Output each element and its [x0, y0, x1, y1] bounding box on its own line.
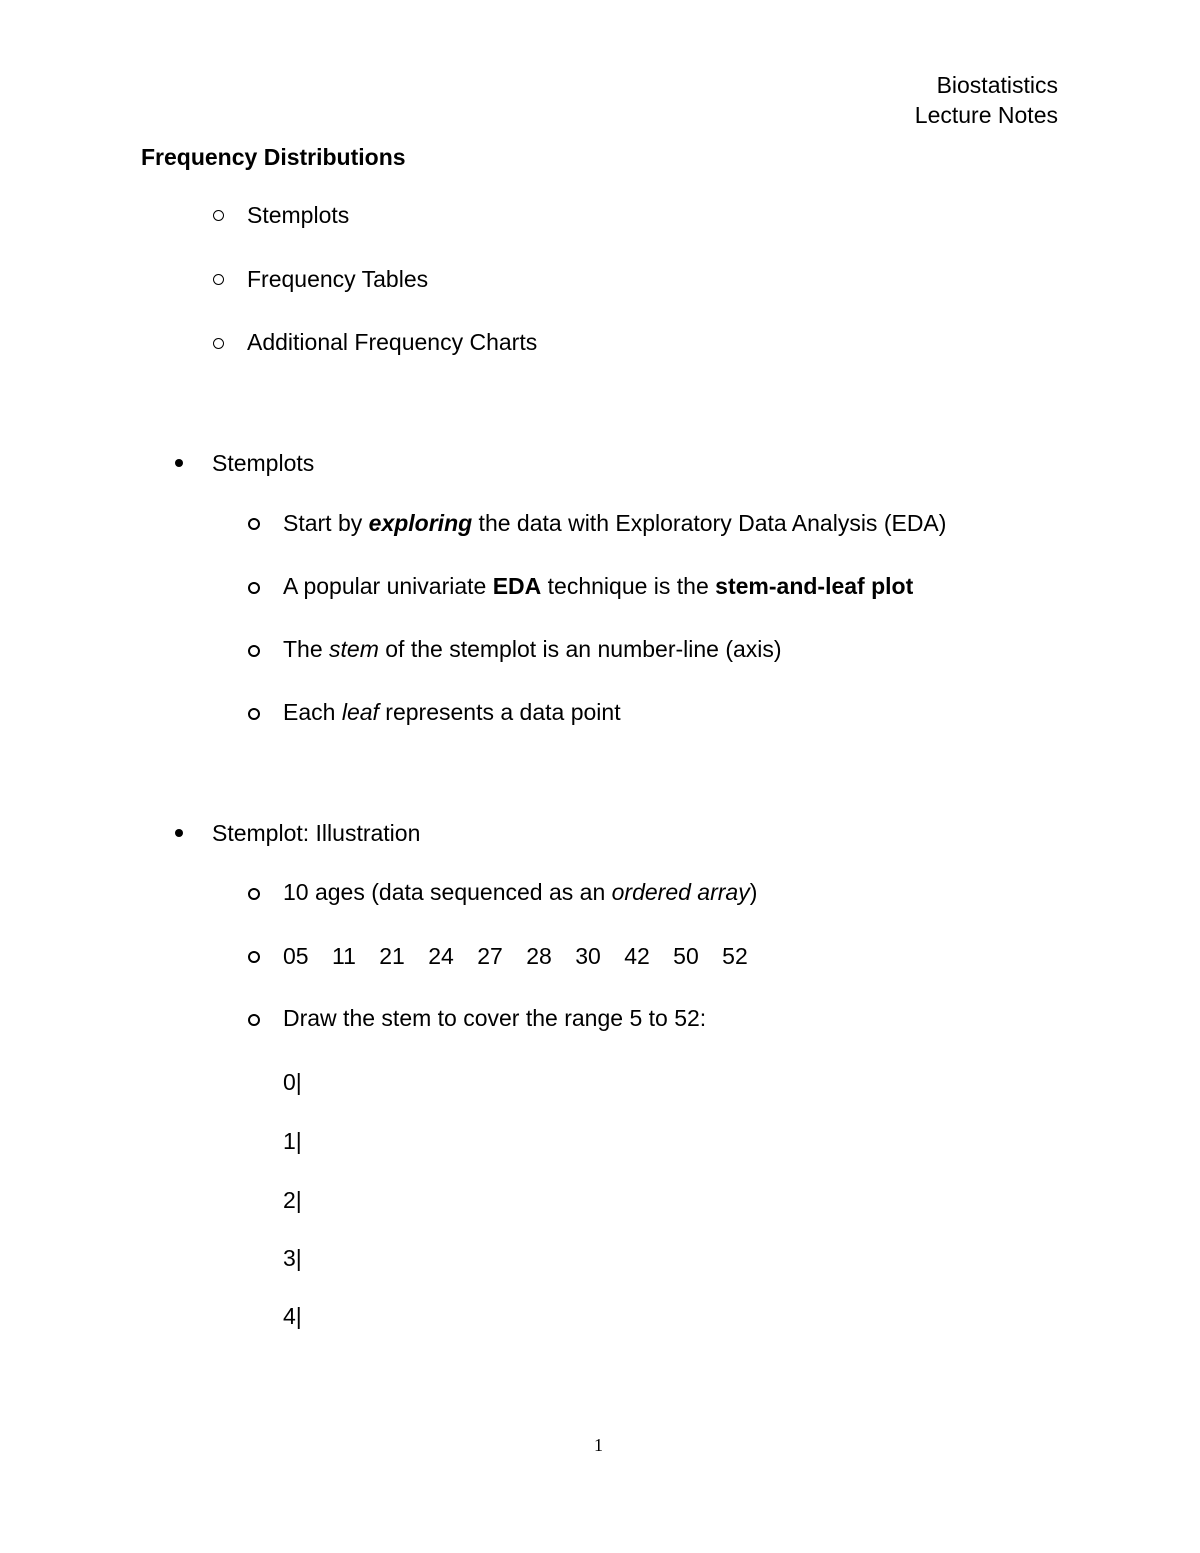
age-value: 27 [477, 943, 503, 969]
ages-list [283, 942, 748, 970]
bold-circle-icon [248, 1014, 260, 1026]
list-item: Draw the stem to cover the range 5 to 52: [283, 1005, 707, 1031]
bold-circle-icon [248, 888, 260, 900]
stem-row: 2| [283, 1187, 302, 1213]
age-value: 52 [722, 943, 748, 969]
stem-row: 1| [283, 1128, 302, 1154]
page-number: 1 [594, 1435, 603, 1455]
age-value: 11 [331, 943, 356, 969]
section-heading: Stemplot: Illustration [212, 820, 421, 846]
age-value: 42 [624, 943, 650, 969]
bold-circle-icon [248, 951, 260, 963]
age-value: 24 [428, 943, 454, 969]
hollow-circle-icon [213, 338, 224, 349]
bullet-icon [175, 459, 183, 467]
header-subtitle: Lecture Notes [914, 102, 1058, 128]
age-value: 50 [673, 943, 699, 969]
stem-row: 4| [283, 1303, 302, 1329]
header-course: Biostatistics [936, 72, 1058, 98]
hollow-circle-icon [213, 274, 224, 285]
bold-circle-icon [248, 518, 260, 530]
stem-row: 3| [283, 1245, 302, 1271]
list-item: The stem of the stemplot is an number-line (axis) [283, 636, 782, 662]
bullet-icon [175, 829, 183, 837]
list-item: 10 ages (data sequenced as an ordered array) [283, 879, 758, 905]
age-value: 30 [575, 943, 601, 969]
list-item: Start by exploring the data with Exploratory Data Analysis (EDA) [283, 510, 947, 536]
bold-circle-icon [248, 645, 260, 657]
hollow-circle-icon [213, 210, 224, 221]
bold-circle-icon [248, 708, 260, 720]
stem-row: 0| [283, 1069, 302, 1095]
age-value: 21 [379, 943, 405, 969]
toc-item: Frequency Tables [247, 266, 429, 292]
toc-item: Additional Frequency Charts [247, 329, 538, 355]
bold-circle-icon [248, 582, 260, 594]
page-title: Frequency Distributions [141, 144, 406, 170]
section-heading: Stemplots [212, 450, 315, 476]
age-value: 05 [283, 943, 309, 969]
list-item: A popular univariate EDA technique is the stem-and-leaf plot [283, 573, 914, 599]
age-value: 28 [526, 943, 552, 969]
list-item: Each leaf represents a data point [283, 699, 621, 725]
toc-item: Stemplots [247, 202, 350, 228]
